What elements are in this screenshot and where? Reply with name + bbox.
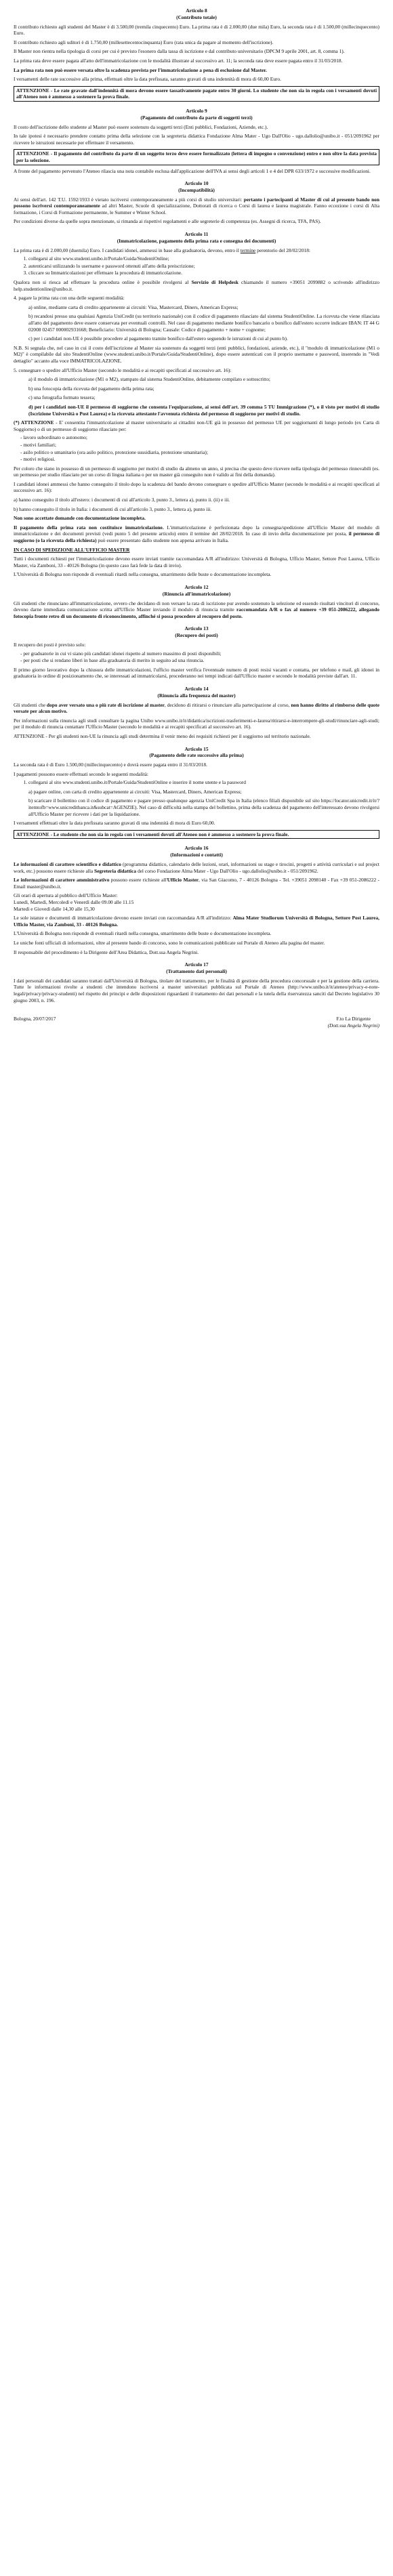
list-item: - per posti che si rendano liberi in base alla graduatoria di merito in seguito ad una rinuncia. [26, 657, 379, 664]
signer-role: F.to La Dirigente [336, 1016, 371, 1022]
signature-block [14, 1016, 379, 1029]
paragraph: Il contributo richiesto agli uditori è di 1.750,00 (millesettecentocinquanta) Euro (rata unica da pagare al momento dell'iscrizione). [14, 39, 274, 45]
paragraph [14, 861, 379, 874]
list-item: - per graduatorie in cui vi siano più candidati idonei rispetto al numero massimo di posti disponibili; [26, 650, 379, 657]
text: Ai sensi dell'art. 142 T.U. 1592/1933 è vietato iscriversi contemporaneamente a più corsi di studio universitari: [14, 196, 244, 203]
article-subtitle: (Pagamento delle rate successive alla prima) [149, 752, 244, 759]
text: Le sole istanze e documenti di immatricolazione devono essere inviati con raccomandata A/R all'indirizzo: [14, 915, 233, 921]
article-title: Articolo 17 [184, 961, 209, 968]
address-text: Alma Mater Studiorum Università di Bologna, Settore Post Laurea, Ufficio Master, via Zamboni, 33 - 40126 Bologna. [14, 915, 380, 928]
article-title: Articolo 13 [184, 625, 209, 632]
text: Gli studenti che [14, 701, 47, 708]
paragraph: La prima rata deve essere pagata all'atto dell'immatricolazione con le modalità illustrate al successivo art. 11; la seconda rata deve essere pagata entro il 31/03/2018. [14, 57, 343, 64]
paragraph-bold: La prima rata non può essere versata oltre la scadenza prevista per l'immatricolazione a pena di esclusione dal Master. [14, 66, 267, 73]
paragraph [14, 419, 379, 432]
opening-hours-line: Lunedì, Martedì, Mercoledì e Venerdì dalle 09.00 alle 11.15 [14, 899, 134, 905]
article-8-heading [14, 7, 379, 21]
paragraph [14, 877, 379, 890]
paragraph: In tale ipotesi è necessario prendere contatto prima della selezione con la segreteria didattica Fondazione Alma Mater - Ugo Dall'Olio - ugo.dallolio@unibo.it - 051/2091962 per ricevere le istruzioni necessarie per effettuare il versamento. [14, 133, 379, 146]
list-item: a) online, mediante carta di credito appartenente ai circuiti: Visa, Mastercard, Diners, American Express; [28, 304, 239, 310]
payment-steps-list [14, 779, 379, 786]
text-bold: Le informazioni di carattere scientifico e didattico [14, 861, 121, 868]
article-subtitle: (Informazioni e contatti) [170, 852, 223, 858]
paragraph: 4. pagare la prima rata con una delle seguenti modalità: [14, 295, 125, 302]
payment-options-list [14, 789, 379, 817]
attention-box: ATTENZIONE - Le studente che non sia in regola con i versamenti dovuti all'Ateneo non è ammesso a sostenere la prova finale. [14, 830, 379, 839]
paragraph: b) hanno conseguito il titolo in Italia: i documenti di cui all'articolo 3, punto 3., lettera a), punto iii. [14, 505, 212, 512]
paragraph [14, 524, 379, 544]
article-14-heading [14, 686, 379, 699]
list-item: 2. autenticarsi utilizzando lo username e password ottenuti all'atto della preiscrizione; [28, 263, 379, 270]
paragraph: Il contributo richiesto agli studenti del Master è di 3.500,00 (tremila cinquecento) Euro. La prima rata è di 2.000,00 (due mila) Euro, la seconda rata è di 1.500,00 (millecinquecento) Euro. [14, 23, 379, 37]
list-item: a) il modulo di immatricolazione (M1 o M2), stampato dal sistema StudentiOnline, debitamente compilato e sottoscritto; [28, 376, 270, 383]
paragraph [14, 279, 379, 292]
text: possono essere richieste all' [109, 877, 167, 884]
text: (programma didattico, calendario delle lezioni, orari, informazioni su stage e tirocini, progetti e attività curriculari e sul project work, etc.) possono essere richieste alla [14, 861, 379, 874]
article-subtitle: (Recupero dei posti) [175, 632, 218, 639]
article-13-heading [14, 625, 379, 639]
paragraph: Gli orari di apertura al pubblico dell'Ufficio Master: [14, 892, 118, 899]
list-item: - asilo politico o umanitario (ora asilo politico, protezione sussidiaria, protezione umanitaria); [26, 449, 379, 456]
list-item: - motivi religiosi. [26, 456, 379, 463]
text-bold: raccomandata A/R o fax al numero +39 051-2086222, allegando fotocopia fronte retro di un documento di riconoscimento, affinché si possa procedere al recupero del posto. [14, 606, 379, 619]
documents-list [14, 376, 379, 417]
text-bold: (*) ATTENZIONE [14, 419, 54, 426]
text-bold: Le informazioni di carattere amministrativo [14, 877, 110, 884]
text-bold: dopo aver versato una o più rate di iscrizione al master [46, 701, 165, 708]
article-subtitle: (Pagamento del contributo da parte di soggetti terzi) [140, 114, 253, 121]
paragraph-bold: Non sono accettate domande con documentazione incompleta. [14, 515, 146, 522]
text-bold: il permesso di soggiorno (o la ricevuta della richiesta) [14, 531, 379, 544]
enrollment-steps-list [14, 255, 379, 276]
text-bold: pertanto i partecipanti al Master di cui al presente bando non possono iscriversi contemporaneamente [14, 196, 379, 209]
document-page [14, 0, 379, 1029]
text: perentorio del 28/02/2018: [255, 247, 310, 253]
text: ad altri Master, Scuole di specializzazione, Dottorati di ricerca o Corsi di laurea e laurea magistrale. Fanno eccezione i corsi di Alta formazione, i Corsi di Formazione permanente, le Summer e Winter School. [14, 203, 379, 215]
list-item: c) una fotografia formato tessera; [28, 394, 96, 401]
paragraph [14, 600, 379, 620]
signer-name: (Dott.ssa Angela Negrini) [327, 1022, 379, 1029]
text-underlined: termine [240, 247, 256, 253]
section-label: IN CASO DI SPEDIZIONE ALL'UFFICIO MASTER [14, 546, 130, 553]
paragraph: I candidati idonei ammessi che hanno conseguito il titolo dopo la scadenza del bando devono consegnare o spedire all'Ufficio Master (secondo le modalità e ai recapiti specificati al successivo art. 16): [14, 480, 379, 494]
article-title: Articolo 11 [184, 231, 209, 238]
text: del corso Fondazione Alma Mater - Ugo Dall'Olio - ugo.dallolio@unibo.it - 051/2091962. [136, 867, 318, 874]
paragraph [14, 247, 379, 254]
text-bold: non hanno diritto al rimborso delle quote versate per alcun motivo. [14, 701, 380, 715]
list-item: b) scaricare il bollettino con il codice di pagamento e pagare presso qualunque agenzia UniCredit Spa in Italia (elenco filiali disponibile sul sito https://locator.unicredit.it/it/?itemtofb=www.unicreditbanca.it&subcat=AGENZIE). Nel caso di difficoltà nella stampa del bollettino, prima della scadenza del pagamento dell'interessato devono rivolgersi all'Ufficio Master per ricevere i dati per la liquidazione. [28, 797, 379, 817]
attention-box: ATTENZIONE - Il pagamento del contributo da parte di un soggetto terzo deve essere formalizzato (lettera di impegno o convenzione) entro e non oltre la data prevista per la selezione. [14, 149, 379, 165]
article-9-heading [14, 108, 379, 121]
text-bold: Il pagamento della prima rata non costituisce immatricolazione. [14, 524, 164, 531]
paragraph: I versamenti effettuati oltre la data prefissata saranno gravati di una indennità di mora di Euro 60,00. [14, 820, 215, 827]
paragraph: A fronte del pagamento pervenuto l'Ateneo rilascia una nota contabile esclusa dall'applicazione dell'IVA ai sensi degli articoli 1 e 4 del DPR 633/1972 e successive modificazioni. [14, 167, 371, 174]
paragraph: Il responsabile del procedimento è la Dirigente dell'Area Didattica, Dott.ssa Angela Negrini. [14, 949, 199, 955]
list-item: 3. cliccare su Immatricolazioni per effettuare la procedura di immatricolazione. [28, 270, 379, 276]
paragraph: Il costo dell'iscrizione dello studente al Master può essere sostenuto da soggetti terzi (Enti pubblici, Fondazioni, Aziende, etc.). [14, 123, 268, 130]
paragraph: I dati personali dei candidati saranno trattati dall'Università di Bologna, titolare del trattamento, per le finalità di gestione della procedura concorsuale e per la gestione della carriera. Tutte le informazioni rivolte a studenti che intendono iscriversi a master universitari pubblicata sul Portale di Ateneo (http://www.unibo.it/it/ateneo/privacy-e-note-legali/privacy/privacy-studenti) nel rispetto dei principi e delle disposizioni riguardanti il trattamento dei dati personali e la tutela della riservatezza sanciti dal Decreto legislativo 30 giugno 2003, n. 196. [14, 977, 379, 1003]
article-15-heading [14, 746, 379, 760]
text: può essere presentato dallo studente non appena arrivato in Italia. [96, 537, 229, 544]
text: , via San Giacomo, 7 - 40126 Bologna - Tel. +39051 2098140 - Fax +39 051-2086222 - Email master@unibo.it. [14, 877, 379, 890]
text-bold: Ufficio Master [167, 877, 199, 884]
paragraph: 5. consegnare o spedire all'Ufficio Master (secondo le modalità e ai recapiti specificati al successivo art. 16): [14, 367, 232, 373]
text: - E' consentita l'immatricolazione al master universitario ai cittadini non-UE già in possesso del permesso UE per soggiornanti di lungo periodo (ex Carta di Soggiorno) o di un permesso di soggiorno rilasciato per: [14, 419, 379, 432]
article-title: Articolo 15 [184, 745, 209, 752]
list-item: c) per i candidati non-UE è possibile procedere al pagamento tramite bonifico dall'estero seguendo le istruzioni di cui al punto b). [28, 335, 288, 342]
permit-types-list [14, 434, 379, 462]
attention-box: ATTENZIONE - Le rate gravate dall'indennità di mora devono essere tassativamente pagate entro 30 giorni. Lo studente che non sia in regola con i versamenti dovuti all'Ateneo non è ammesso a sostenere la prova finale. [14, 86, 379, 102]
paragraph: I versamenti delle rate successive alla prima, effettuati oltre la data prefissata, saranno gravati di una indennità di mora di 60,00 Euro. [14, 76, 281, 83]
paragraph: N.B. Si segnala che, nel caso in cui il costo dell'iscrizione al Master sia sostenuto da soggetti terzi (enti pubblici, fondazioni, aziende, etc.), il "modulo di immatricolazione (M1 o M2)" è compilabile dal sito StudentiOnline (www.studenti.unibo.it/Portale/Guida/StudentiOnline), dopo essere autenticati con il proprio username e password, inserendo in "Vedi dettaglio" accanto alla voce IMMATRICOLAZIONE. [14, 344, 379, 364]
text: La prima rata è di 2.000,00 (duemila) Euro. I candidati idonei, ammessi in base alla graduatoria, devono, entro il [14, 247, 241, 253]
article-subtitle: (Contributo totale) [176, 14, 217, 20]
paragraph: La seconda rata è di Euro 1.500,00 (millecinquecento) e dovrà essere pagata entro il 31/03/2018. [14, 762, 207, 768]
article-title: Articolo 16 [184, 845, 209, 852]
article-10-heading [14, 180, 379, 194]
text: , decidono di ritirarsi o rinunciare alla partecipazione al corso, [164, 701, 291, 708]
article-subtitle: (Trattamento dati personali) [166, 968, 227, 974]
paragraph: a) hanno conseguito il titolo all'estero: i documenti di cui all'articolo 3, punto 3., lettera a), punto ii. (ii) e iii. [14, 497, 230, 503]
article-subtitle: (Immatricolazione, pagamento della prima rata e consegna dei documenti) [117, 237, 276, 244]
paragraph: Il recupero dei posti è previsto solo: [14, 641, 86, 648]
paragraph [14, 915, 379, 928]
paragraph: I pagamenti possono essere effettuati secondo le seguenti modalità: [14, 770, 148, 777]
text: Qualora non si riesca ad effettuare la procedura online è possibile rivolgersi al [14, 279, 192, 286]
payment-options-list [14, 304, 379, 342]
article-12-heading [14, 584, 379, 598]
paragraph: Per condizioni diverse da quelle sopra menzionate, si rimanda ai rispettivi regolamenti e alle segreterie di competenza (es. Assegni di ricerca, TFA, PAS). [14, 218, 321, 225]
article-subtitle: (Rinuncia all'immatricolazione) [162, 590, 231, 597]
helpdesk-link[interactable]: Servizio di Helpdesk [191, 279, 239, 286]
text-bold: Segreteria didattica [94, 867, 137, 874]
list-item: b) una fotocopia della ricevuta del pagamento della prima rata; [28, 385, 154, 392]
article-17-heading [14, 961, 379, 975]
paragraph: Per informazioni sulla rinuncia agli studi consultare la pagina Unibo www.unibo.it/it/didattica/iscrizioni-trasferimenti-e-laurea/ritirarsi-e-interrompere-gli-studi/rinunciare-agli-studi; per il modulo di rinuncia contattare l'Ufficio Master (secondo le modalità e ai recapiti specificati al successivo art. 16). [14, 717, 379, 730]
article-title: Articolo 12 [184, 584, 209, 590]
list-item: - lavoro subordinato o autonomo; [26, 434, 379, 441]
paragraph: ATTENZIONE - Per gli studenti non-UE la rinuncia agli studi determina il venir meno dei requisiti richiesti per il soggiorno sul territorio nazionale. [14, 732, 311, 739]
article-title: Articolo 14 [184, 685, 209, 692]
paragraph: L'Università di Bologna non risponde di eventuali ritardi nella consegna, smarrimento delle buste o documentazione incompleta. [14, 930, 272, 937]
text: L'immatricolazione è perfezionata dopo la consegna/spedizione all'Ufficio Master del modulo di immatricolazione e dei documenti previsti (vedi punto 5 del presente articolo) entro il termine del 28/02/2018. In caso di invio della documentazione per posta, [14, 524, 380, 537]
article-subtitle: (Rinuncia alla frequenza del master) [157, 692, 236, 699]
text: chiamando il numero +39051 2099882 o scrivendo all'indirizzo help.studentionline@unibo.it. [14, 279, 379, 292]
paragraph: Le uniche fonti ufficiali di informazioni, oltre al presente bando di concorso, sono le comunicazioni pubblicate sul Portale di Ateneo alla pagina del master. [14, 939, 325, 946]
place-date: Bologna, 20/07/2017 [14, 1016, 56, 1022]
text: Gli studenti che rinunciano all'immatricolazione, ovvero che decidano di non versare la rata di iscrizione pur avendo sostenuto la selezione ed essendo risultati vincitori di concorso, devono darne immediata comunicazione scritta all'Ufficio Master inviando il modulo di rinuncia tramite [14, 600, 379, 613]
signer [328, 1016, 379, 1029]
article-title: Articolo 9 [186, 107, 207, 114]
article-11-heading [14, 231, 379, 245]
paragraph: L'Università di Bologna non risponde di eventuali ritardi nella consegna, smarrimento delle buste o documentazione incompleta. [14, 571, 272, 578]
recovery-cases-list [14, 650, 379, 664]
paragraph: Per coloro che siano in possesso di un permesso di soggiorno per motivi di studio da almeno un anno, si precisa che questo deve ricevere nella tipologia del permesso rinnovabili (es. un permesso per studio rilasciato per un corso di lingua italiana o per un master già conseguito non è valido ai fini della domanda). [14, 465, 379, 478]
list-item: a) pagare online, con carta di credito appartenente ai circuiti: Visa, Mastercard, Diners, American Express; [28, 788, 242, 795]
paragraph: Il Master non rientra nella tipologia di corsi per cui è previsto l'esonero dalla tassa di iscrizione e dal contributo universitario (DPCM 9 aprile 2001, art. 8, comma 1). [14, 48, 345, 55]
paragraph [14, 196, 379, 216]
list-item: b) recandosi presso una qualsiasi Agenzia UniCredit (su territorio nazionale) con il codice di pagamento rilasciato dal sistema StudentiOnline. La ricevuta che viene rilasciata all'atto del pagamento deve essere conservata per eventuali controlli. Nel caso di pagamento mediante bonifico bancario o bonifico dall'estero occorre indicare IBAN: IT 44 G 02008 02457 000002931668; Beneficiario: Università di Bologna; Causale: Codice di pagamento + nome + cognome; [28, 313, 379, 333]
list-item: 1. collegarsi al sito www.studenti.unibo.it/Portale/Guida/StudentiOnline; [28, 255, 379, 262]
list-item: 1. collegarsi al sito www.studenti.unibo.it/Portale/Guida/StudentiOnline e inserire il nome utente e la password [28, 779, 379, 786]
paragraph: Tutti i documenti richiesti per l'immatricolazione devono essere inviati tramite raccomandata A/R all'indirizzo: Università di Bologna, Ufficio Master, Settore Post Laurea, Ufficio Master, via Zamboni, 33 - 40126 Bologna (in questo caso farà fede la data di invio). [14, 556, 379, 568]
article-16-heading [14, 845, 379, 858]
article-title: Articolo 10 [184, 180, 209, 187]
list-item: d) per i candidati non-UE il permesso di soggiorno che consenta l'equiparazione, ai sensi dell'art. 39 comma 5 TU Immigrazione (*), o il visto per motivi di studio (Iscrizione Università o Post Laurea) e la ricevuta attestante l'avvenuta richiesta del permesso di soggiorno per motivi di studio. [28, 403, 379, 417]
paragraph [14, 702, 379, 715]
list-item: - motivi familiari; [26, 442, 379, 449]
opening-hours-line: Martedì e Giovedì dalle 14,30 alle 15,30 [14, 905, 95, 912]
article-subtitle: (Incompatibilità) [178, 186, 215, 193]
paragraph: Il primo giorno lavorativo dopo la chiusura delle immatricolazioni, l'ufficio master verifica l'eventuale numero di posti resisi vacanti e contatta, per telefono e mail, gli idonei in graduatoria in ordine di posizionamento che, se interessati ad immatricolarsi, procederanno nei tempi indicati dall'Ufficio master e secondo le modalità previste dall'art. 11. [14, 666, 379, 680]
article-title: Articolo 8 [186, 7, 207, 14]
